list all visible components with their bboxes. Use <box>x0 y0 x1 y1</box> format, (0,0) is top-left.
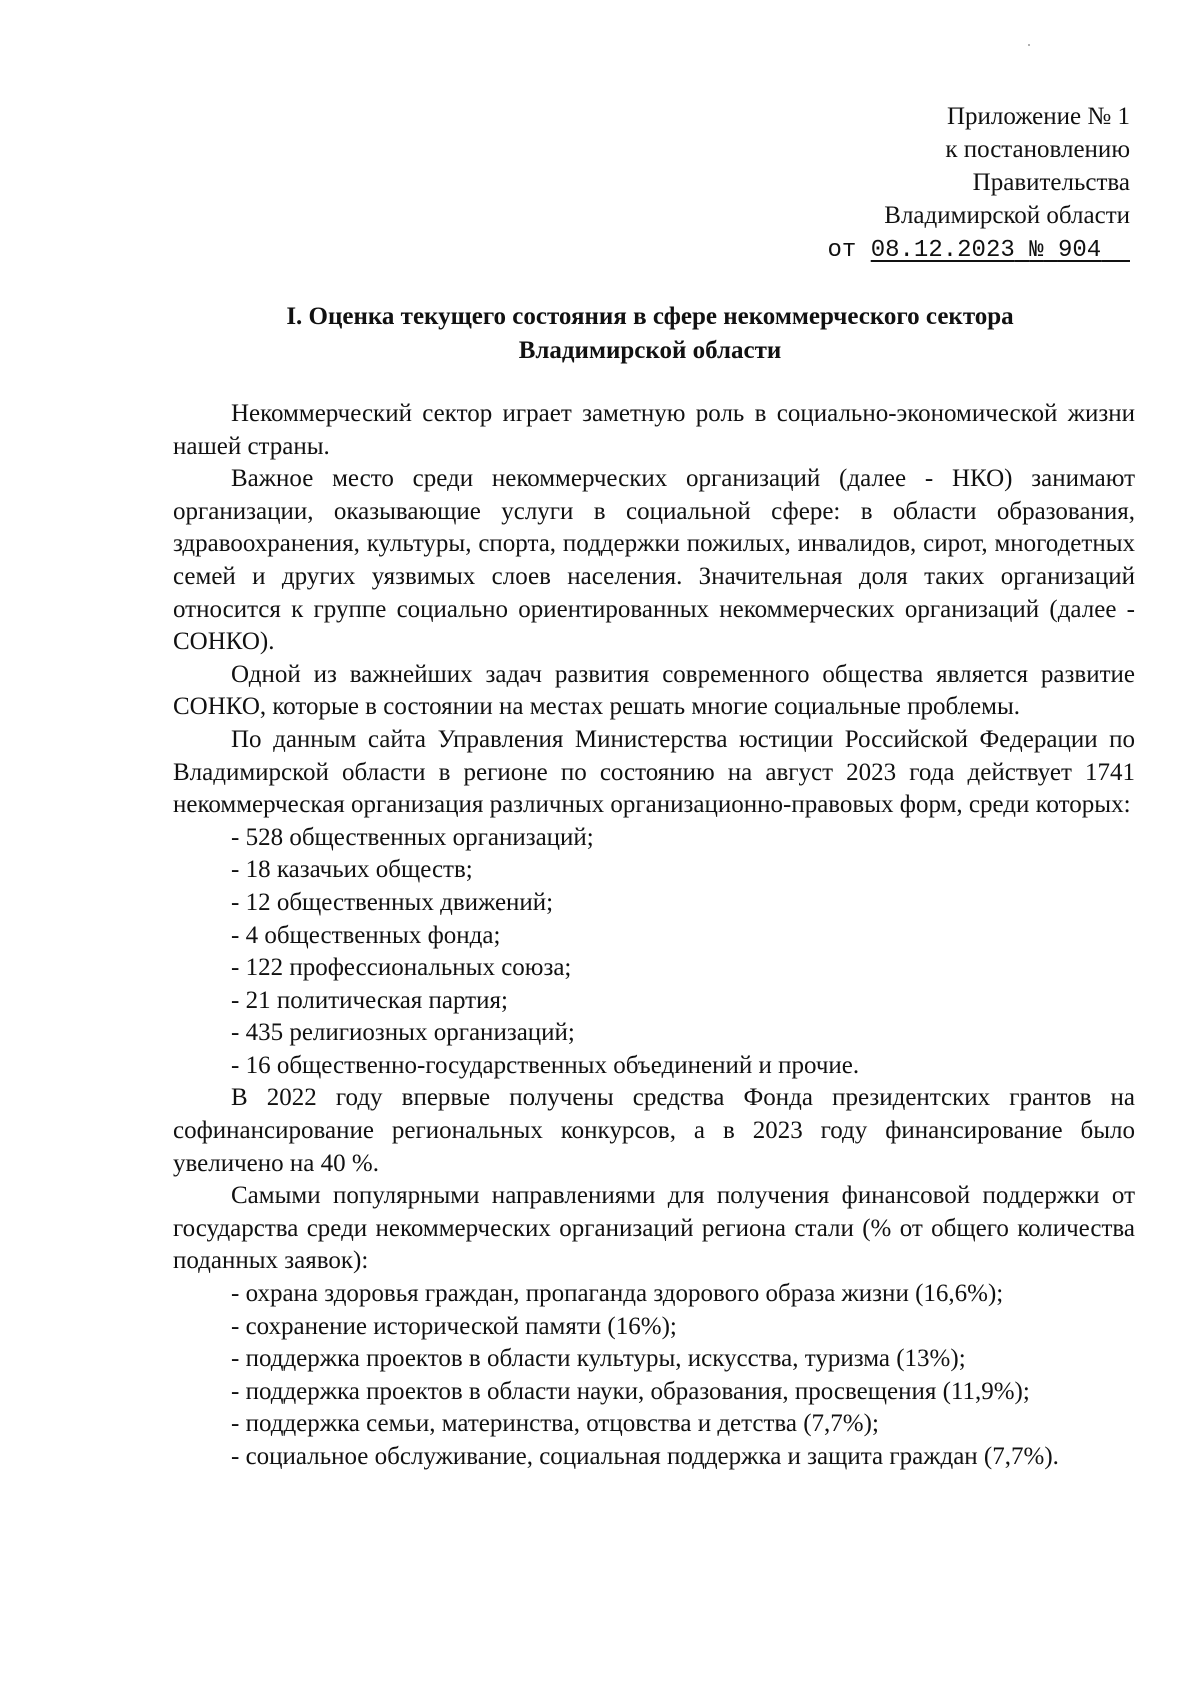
list-item: - поддержка проектов в области науки, образования, просвещения (11,9%); <box>231 1377 1030 1405</box>
paragraph-ministry-data: По данным сайта Управления Министерства юстиции Российской Федерации по Владимирской области в регионе по состоянию на август 2023 года действует 1741 некоммерческая организация различных организационно-правовых форм, среди которых: <box>173 725 1135 819</box>
paragraph-nko-role: Важное место среди некоммерческих организаций (далее - НКО) занимают организации, оказывающие услуги в социальной сфере: в области образования, здравоохранения, культуры, спорта, поддержки пожилых, инвалидов, сирот, многодетных семей и других уязвимых слоев населения. Значительная доля таких организаций относится к группе социально ориентированных некоммерческих организаций (далее - СОНКО). <box>173 465 1135 656</box>
list-item: - 16 общественно-государственных объединений и прочие. <box>231 1051 860 1079</box>
heading-line-1: I. Оценка текущего состояния в сфере некоммерческого сектора <box>286 303 1014 330</box>
appendix-line-region: Владимирской области <box>884 202 1130 229</box>
list-item: - поддержка семьи, материнства, отцовства и детства (7,7%); <box>231 1410 879 1438</box>
list-item: - 12 общественных движений; <box>231 888 554 916</box>
appendix-line-resolution: к постановлению <box>945 136 1130 163</box>
document-body <box>173 398 1135 1474</box>
list-item: - 4 общественных фонда; <box>231 921 501 949</box>
paragraph-popular-directions: Самыми популярными направлениями для получения финансовой поддержки от государства среди некоммерческих организаций региона стали (% от общего количества поданных заявок): <box>173 1182 1135 1275</box>
list-item: - поддержка проектов в области культуры, искусства, туризма (13%); <box>231 1345 966 1373</box>
paragraph-sonko-development: Одной из важнейших задач развития современного общества является развитие СОНКО, которые в состоянии на местах решать многие социальные проблемы. <box>173 660 1135 721</box>
list-item: - социальное обслуживание, социальная поддержка и защита граждан (7,7%). <box>231 1443 1059 1470</box>
resolution-number: 904 <box>1057 237 1102 264</box>
appendix-date-line <box>828 234 1131 267</box>
list-item: - 21 политическая партия; <box>231 986 508 1014</box>
list-item: - сохранение исторической памяти (16%); <box>231 1312 677 1340</box>
resolution-date: 08.12.2023 <box>870 237 1015 264</box>
paragraph-presidential-grants: В 2022 году впервые получены средства Фонда президентских грантов на софинансирование региональных конкурсов, а в 2023 году финансирование было увеличено на 40 %. <box>173 1084 1135 1177</box>
direction-list <box>173 1278 1135 1474</box>
list-item: - 528 общественных организаций; <box>231 823 594 851</box>
appendix-title: Приложение № 1 <box>946 103 1130 130</box>
date-prefix: от <box>827 237 857 264</box>
paragraph-intro: Некоммерческий сектор играет заметную роль в социально-экономической жизни нашей страны. <box>173 400 1135 460</box>
heading-line-2: Владимирской области <box>518 337 782 364</box>
organization-list <box>173 822 1135 1083</box>
list-item: - 435 религиозных организаций; <box>231 1019 575 1047</box>
scan-speck <box>1028 44 1030 46</box>
section-heading <box>160 300 1140 368</box>
appendix-header <box>828 100 1131 267</box>
list-item: - 122 профессиональных союза; <box>231 954 572 982</box>
list-item: - охрана здоровья граждан, пропаганда здорового образа жизни (16,6%); <box>231 1280 1004 1308</box>
appendix-line-government: Правительства <box>972 169 1130 196</box>
list-item: - 18 казачьих обществ; <box>231 856 473 884</box>
number-sign: № <box>1029 237 1044 264</box>
